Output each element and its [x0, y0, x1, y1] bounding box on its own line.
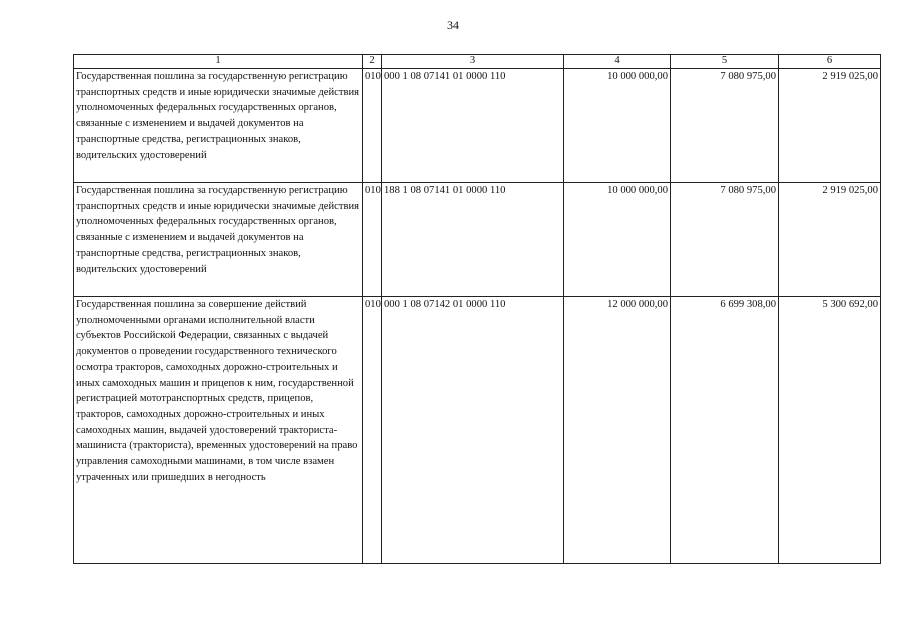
- admin-code-cell: 010: [363, 183, 382, 297]
- amount-cell-col6: 2 919 025,00: [779, 183, 881, 297]
- column-header: 1: [74, 55, 363, 69]
- revenue-name-cell: Государственная пошлина за государственную регистрацию транспортных средств и иные юридически значимые действия уполномоченных федеральных государственных органов, связанные с изменением и выдачей документов на транспортные средства, регистрационных знаков, водительских удостоверений: [74, 69, 363, 183]
- column-header: 2: [363, 55, 382, 69]
- admin-code-cell: 010: [363, 297, 382, 564]
- column-header: 4: [564, 55, 671, 69]
- amount-cell-col4: 12 000 000,00: [564, 297, 671, 564]
- column-header: 5: [671, 55, 779, 69]
- budget-code-cell: 188 1 08 07141 01 0000 110: [382, 183, 564, 297]
- table-row: [74, 297, 881, 564]
- page-number: 34: [447, 18, 459, 32]
- amount-cell-col5: 7 080 975,00: [671, 183, 779, 297]
- amount-cell-col5: 7 080 975,00: [671, 69, 779, 183]
- table-header-row: [74, 55, 881, 69]
- budget-code-cell: 000 1 08 07142 01 0000 110: [382, 297, 564, 564]
- table-row: [74, 69, 881, 183]
- amount-cell-col6: 2 919 025,00: [779, 69, 881, 183]
- column-header: 6: [779, 55, 881, 69]
- column-header: 3: [382, 55, 564, 69]
- revenue-name-cell: Государственная пошлина за совершение действий уполномоченными органами исполнительной власти субъектов Российской Федерации, связанных с выдачей документов о проведении государственного технического осмотра тракторов, самоходных дорожно-строительных и иных самоходных машин и прицепов к ним, государственной регистрацией мототранспортных средств, прицепов, тракторов, самоходных дорожно-строительных и иных самоходных машин, выдачей удостоверений тракториста-машиниста (тракториста), временных удостоверений на право управления самоходными машинами, в том числе взамен утраченных или пришедших в негодность: [74, 297, 363, 564]
- revenue-table: [73, 54, 881, 564]
- amount-cell-col6: 5 300 692,00: [779, 297, 881, 564]
- amount-cell-col4: 10 000 000,00: [564, 69, 671, 183]
- revenue-name-cell: Государственная пошлина за государственную регистрацию транспортных средств и иные юридически значимые действия уполномоченных федеральных государственных органов, связанные с изменением и выдачей документов на транспортные средства, регистрационных знаков, водительских удостоверений: [74, 183, 363, 297]
- amount-cell-col4: 10 000 000,00: [564, 183, 671, 297]
- admin-code-cell: 010: [363, 69, 382, 183]
- budget-code-cell: 000 1 08 07141 01 0000 110: [382, 69, 564, 183]
- amount-cell-col5: 6 699 308,00: [671, 297, 779, 564]
- table-row: [74, 183, 881, 297]
